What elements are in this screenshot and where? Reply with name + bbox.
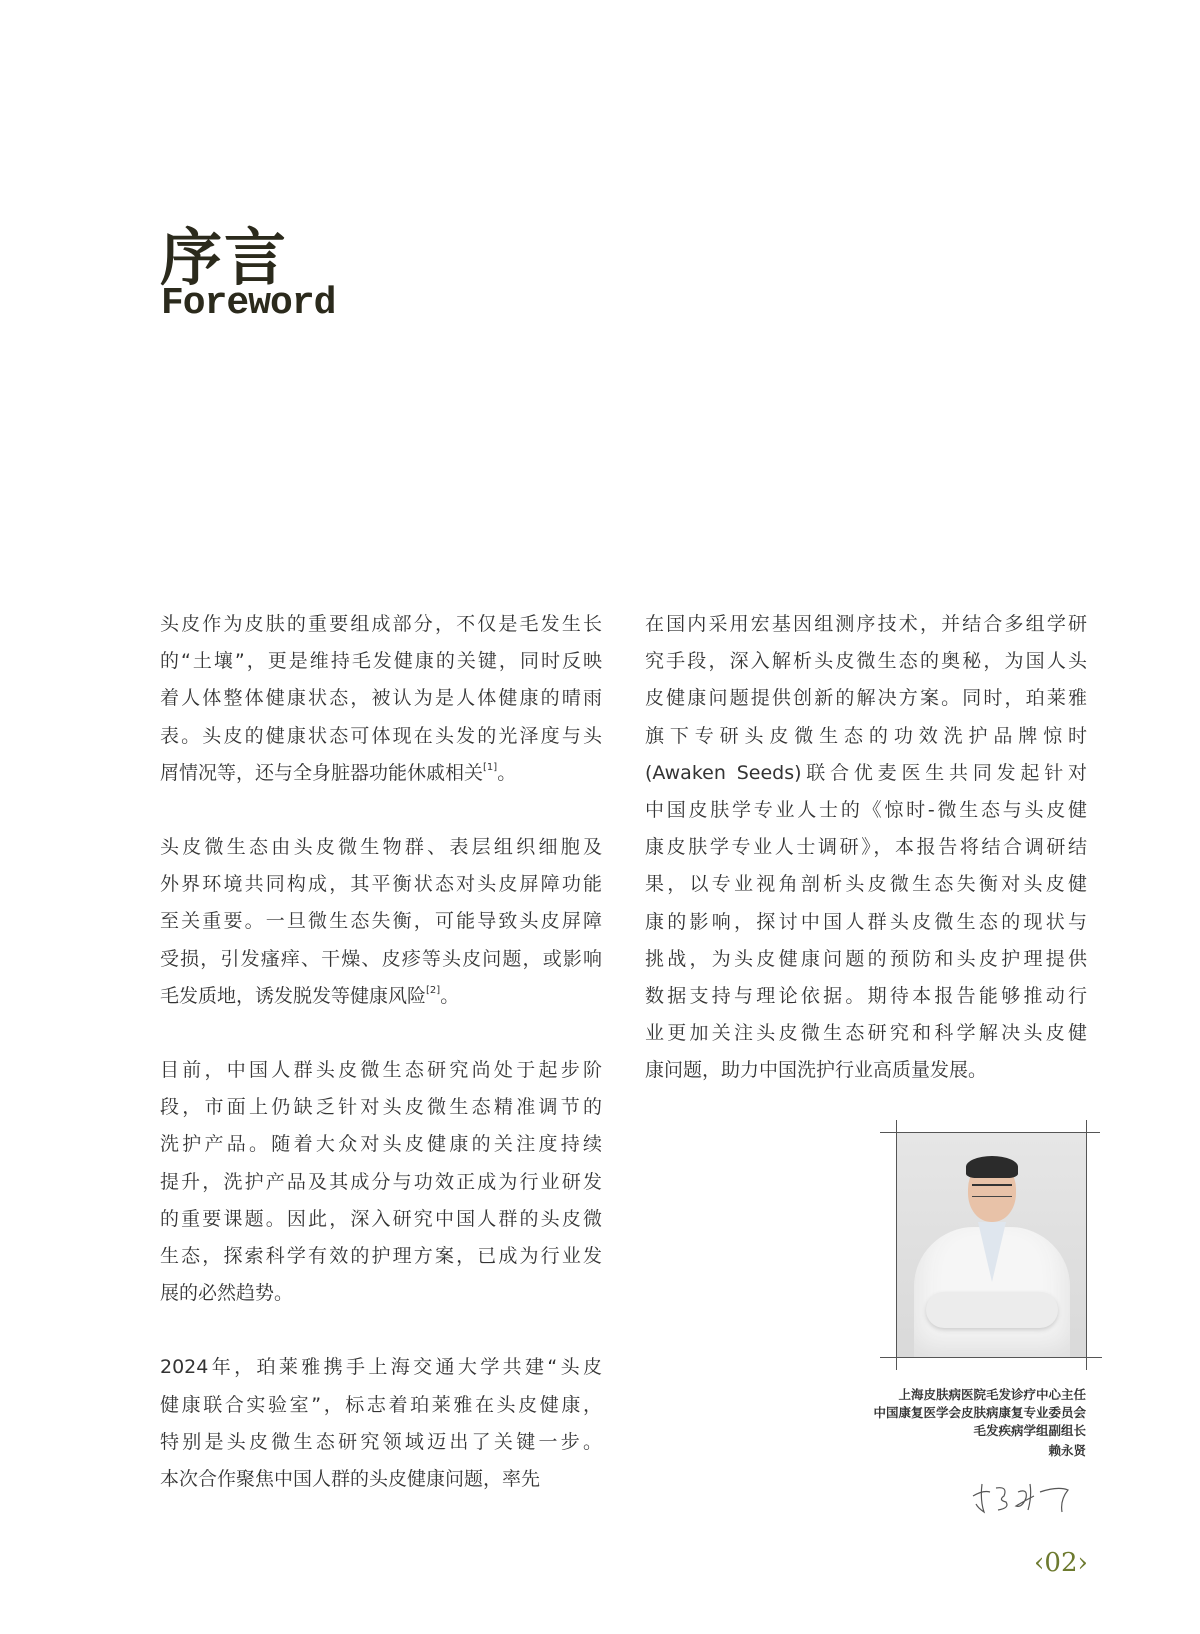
text-line: 洗护产品。随着大众对头皮健康的关注度持续 [160, 1133, 602, 1156]
text-line: 康的影响，探讨中国人群头皮微生态的现状与 [645, 910, 1087, 933]
text-span: 。 [497, 761, 517, 784]
author-caption [873, 1386, 1086, 1460]
paragraph [160, 829, 602, 1015]
text-line: 表。头皮的健康状态可体现在头发的光泽度与头 [160, 724, 602, 747]
text-line: 外界环境共同构成，其平衡状态对头皮屏障功能 [160, 873, 602, 896]
text-line: 康问题，助力中国洗护行业高质量发展。 [645, 1059, 988, 1082]
caption-line: 上海皮肤病医院毛发诊疗中心主任 [898, 1387, 1086, 1402]
text-line: 在国内采用宏基因组测序技术，并结合多组学研 [645, 613, 1087, 635]
paragraph [160, 606, 602, 792]
paragraph [160, 1349, 602, 1498]
text-line: 康皮肤学专业人士调研》，本报告将结合调研结 [645, 836, 1087, 859]
page-number: ‹02› [1034, 1548, 1088, 1578]
text-line: (Awaken Seeds)联合优麦医生共同发起针对 [645, 761, 1087, 784]
text-span: 。 [440, 984, 460, 1007]
text-line: 中国皮肤学专业人士的《惊时-微生态与头皮健 [645, 799, 1087, 822]
text-line: 至关重要。一旦微生态失衡，可能导致头皮屏障 [160, 910, 602, 933]
author-photo [896, 1132, 1086, 1357]
citation-reference: [2] [426, 984, 441, 996]
text-line: 挑战，为头皮健康问题的预防和头皮护理提供 [645, 947, 1087, 970]
author-photo-frame [880, 1120, 1100, 1370]
text-line: 究手段，深入解析头皮微生态的奥秘，为国人头 [645, 650, 1087, 673]
text-line: 受损，引发瘙痒、干燥、皮疹等头皮问题，或影响 [160, 947, 602, 970]
right-text-column [645, 606, 1087, 1127]
text-line: 数据支持与理论依据。期待本报告能够推动行 [645, 985, 1087, 1008]
paragraph [645, 606, 1087, 1090]
text-line [160, 978, 602, 1015]
text-line: 生态，探索科学有效的护理方案，已成为行业发 [160, 1245, 602, 1268]
text-line: 的重要课题。因此，深入研究中国人群的头皮微 [160, 1207, 602, 1230]
author-signature [968, 1478, 1078, 1518]
page-title-english: Foreword [161, 282, 336, 325]
text-line: 特别是头皮微生态研究领域迈出了关键一步。 [160, 1430, 602, 1453]
text-line: 着人体整体健康状态，被认为是人体健康的晴雨 [160, 687, 602, 710]
text-line: 头皮微生态由头皮微生物群、表层组织细胞及 [160, 836, 602, 859]
text-line: 本次合作聚焦中国人群的头皮健康问题，率先 [160, 1468, 541, 1491]
text-line: 提升，洗护产品及其成分与功效正成为行业研发 [160, 1170, 602, 1193]
left-text-column [160, 606, 602, 1535]
author-name: 赖永贤 [1048, 1443, 1086, 1458]
text-line: 皮健康问题提供创新的解决方案。同时，珀莱雅 [645, 687, 1087, 710]
page-title-chinese: 序言 [160, 221, 289, 294]
text-line [160, 755, 602, 792]
text-span: 毛发质地，诱发脱发等健康风险 [160, 984, 427, 1007]
text-line: 旗下专研头皮微生态的功效洗护品牌惊时 [645, 724, 1087, 747]
text-line: 段，市面上仍缺乏针对头皮微生态精准调节的 [160, 1096, 602, 1119]
text-line: 业更加关注头皮微生态研究和科学解决头皮健 [645, 1022, 1087, 1045]
text-line: 展的必然趋势。 [160, 1282, 294, 1305]
text-span: 屑情况等，还与全身脏器功能休戚相关 [160, 761, 484, 784]
text-line: 2024年，珀莱雅携手上海交通大学共建“头皮 [160, 1356, 602, 1379]
text-line: 目前，中国人群头皮微生态研究尚处于起步阶 [160, 1059, 602, 1082]
text-line: 的“土壤”，更是维持毛发健康的关键，同时反映 [160, 650, 602, 673]
caption-line: 中国康复医学会皮肤病康复专业委员会 [873, 1405, 1086, 1420]
citation-reference: [1] [483, 761, 498, 773]
text-line: 头皮作为皮肤的重要组成部分，不仅是毛发生长 [160, 613, 602, 635]
text-line: 果，以专业视角剖析头皮微生态失衡对头皮健 [645, 873, 1087, 896]
text-line: 健康联合实验室”，标志着珀莱雅在头皮健康， [160, 1393, 602, 1416]
caption-line: 毛发疾病学组副组长 [973, 1423, 1086, 1438]
paragraph [160, 1052, 602, 1312]
